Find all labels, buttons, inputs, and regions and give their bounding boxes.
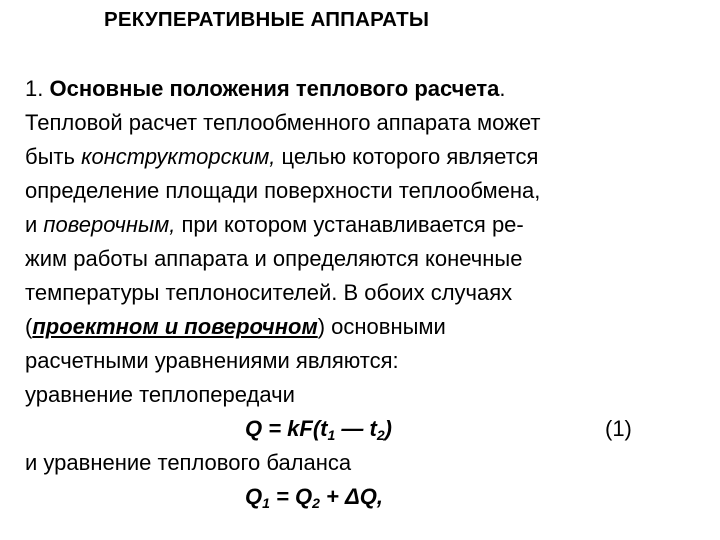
delta-symbol: Δ xyxy=(344,484,360,509)
term-verification-calc: поверочным, xyxy=(43,212,176,237)
slide-title: РЕКУПЕРАТИВНЫЕ АППАРАТЫ xyxy=(104,8,430,31)
term-both-cases: проектном и поверочном xyxy=(32,314,318,339)
text-line-6: жим работы аппарата и определяются конечные xyxy=(25,246,523,271)
text-line-8-end: ) основными xyxy=(317,314,446,339)
text-line-5-end: при котором устанавливается ре- xyxy=(175,212,524,237)
text-line-7: температуры теплоносителей. В обоих случаях xyxy=(25,280,513,305)
heat-transfer-equation: $Q = kF(t_1$ — $t_2$) xyxy=(245,416,392,443)
body-text xyxy=(25,72,705,514)
section-number: 1. xyxy=(25,76,44,101)
text-line-3-end: целью которого является xyxy=(275,144,539,169)
equation-1-number: (1) xyxy=(605,416,632,441)
text-line-9: расчетными уравнениями являются: xyxy=(25,348,399,373)
text-line-3 xyxy=(25,140,705,174)
text-line-10: уравнение теплопередачи xyxy=(25,382,295,407)
text-line-2: Тепловой расчет теплообменного аппарата может xyxy=(25,110,541,135)
term-design-calc: конструкторским, xyxy=(81,144,276,169)
section-heading-line xyxy=(25,72,705,106)
equation-1-line xyxy=(25,412,705,446)
text-line-8 xyxy=(25,310,705,344)
text-line-3-start: быть xyxy=(25,144,82,169)
section-heading-period: . xyxy=(499,76,506,101)
equation-2-line xyxy=(25,480,705,514)
heat-balance-equation: $Q_1 = Q_2 + \Delta Q$, xyxy=(245,484,383,511)
open-paren: ( xyxy=(25,314,33,339)
section-heading: Основные положения теплового расчета xyxy=(49,76,500,101)
text-line-5-start: и xyxy=(25,212,44,237)
text-line-5 xyxy=(25,208,705,242)
text-line-12: и уравнение теплового баланса xyxy=(25,450,352,475)
text-line-4: определение площади поверхности теплообмена, xyxy=(25,178,541,203)
